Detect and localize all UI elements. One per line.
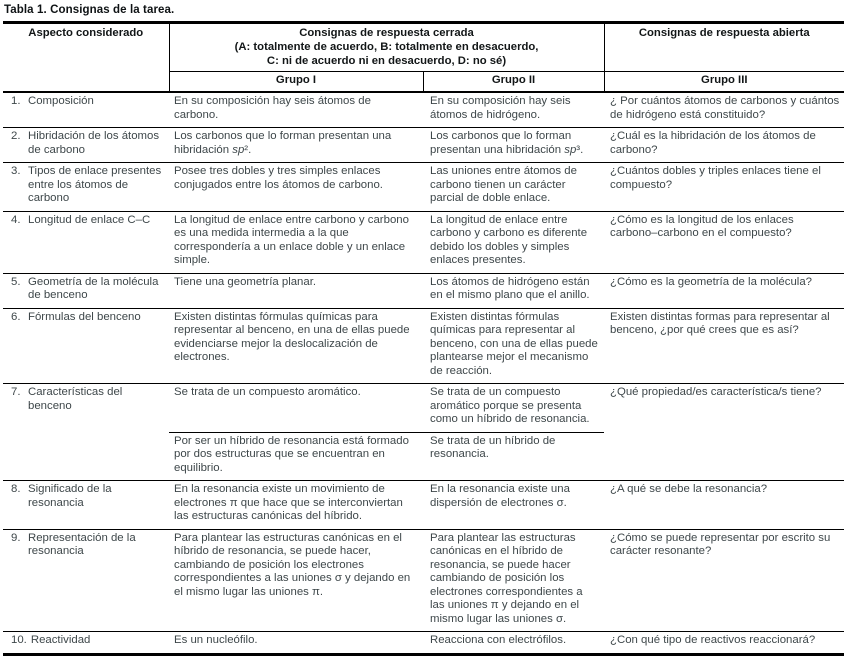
table-row xyxy=(3,163,844,212)
aspecto-label: Tipos de enlace presentes entre los átomos de carbono xyxy=(28,165,162,205)
grupo2-cell: Para plantear las estructuras canónicas en el híbrido de resonancia, se puede hacer cambiando de posición los electrones correspondientes a las uniones π y dejando en el mismo lugar las uniones σ. xyxy=(423,529,604,632)
row-number: 6. xyxy=(11,310,21,323)
grupo2-cell: Los carbonos que lo forman presentan una hibridación sp³. xyxy=(423,128,604,163)
row-number: 4. xyxy=(11,213,21,226)
row-number: 1. xyxy=(11,95,21,108)
table-row xyxy=(3,128,844,163)
aspecto-cell xyxy=(3,92,169,128)
table-row xyxy=(3,92,844,128)
grupo1-cell: Tiene una geometría planar. xyxy=(169,273,423,308)
header-row-main xyxy=(3,23,844,72)
aspecto-label: Composición xyxy=(28,95,94,108)
header-abierta: Consignas de respuesta abierta xyxy=(604,23,844,72)
grupo1-cell: Para plantear las estructuras canónicas en el híbrido de resonancia, se puede hacer, cambiando de posición los electrones correspondientes a las uniones σ y dejando en el mismo lugar las uniones π. xyxy=(169,529,423,632)
grupo3-cell: ¿Cómo se puede representar por escrito su carácter resonante? xyxy=(604,529,844,632)
aspecto-cell xyxy=(3,632,169,655)
table-row xyxy=(3,308,844,384)
grupo3-cell: ¿Cuál es la hibridación de los átomos de carbono? xyxy=(604,128,844,163)
aspecto-label: Longitud de enlace C–C xyxy=(28,213,151,226)
grupo3-cell: Existen distintas formas para representar al benceno, ¿por qué crees que es así? xyxy=(604,308,844,384)
header-cerrada-scale-line1: (A: totalmente de acuerdo, B: totalmente en desacuerdo, xyxy=(234,40,539,53)
grupo2-cell: Se trata de un compuesto aromático porque se presenta como un híbrido de resonancia. xyxy=(423,384,604,433)
grupo1-cell: La longitud de enlace entre carbono y carbono es una medida intermedia a la que correspondería a un enlace doble y un enlace simple. xyxy=(169,211,423,273)
header-cerrada-title: Consignas de respuesta cerrada xyxy=(299,27,474,39)
table-row xyxy=(3,384,844,433)
table-row xyxy=(3,211,844,273)
grupo2-cell: Reacciona con electrófilos. xyxy=(423,632,604,655)
grupo2-cell: La longitud de enlace entre carbono y carbono es diferente debido los dobles y simples enlaces presentes. xyxy=(423,211,604,273)
header-cerrada-scale-line2: C: ni de acuerdo ni en desacuerdo, D: no sé) xyxy=(266,54,507,67)
grupo2-cell: En la resonancia existe una dispersión de electrones σ. xyxy=(423,481,604,530)
grupo3-cell: ¿Con qué tipo de reactivos reaccionará? xyxy=(604,632,844,655)
row-number: 7. xyxy=(11,386,21,399)
row-number: 9. xyxy=(11,531,21,544)
header-grupo-1: Grupo I xyxy=(169,72,423,92)
table-row xyxy=(3,632,844,655)
row-number: 10. xyxy=(11,634,27,647)
grupo1-cell: Posee tres dobles y tres simples enlaces conjugados entre los átomos de carbono. xyxy=(169,163,423,212)
grupo2-cell: Los átomos de hidrógeno están en el mismo plano que el anillo. xyxy=(423,273,604,308)
aspecto-label: Reactividad xyxy=(30,634,91,647)
grupo1-cell: Es un nucleófilo. xyxy=(169,632,423,655)
grupo2-subcell: Se trata de un híbrido de resonancia. xyxy=(423,432,604,481)
row-number: 5. xyxy=(11,275,21,288)
grupo3-cell: ¿A qué se debe la resonancia? xyxy=(604,481,844,530)
grupo1-cell: En la resonancia existe un movimiento de electrones π que hace que se interconviertan las estructuras canónicas del híbrido. xyxy=(169,481,423,530)
consignas-table xyxy=(3,21,844,656)
grupo1-cell: Los carbonos que lo forman presentan una hibridación sp². xyxy=(169,128,423,163)
aspecto-cell xyxy=(3,128,169,163)
header-grupo-3: Grupo III xyxy=(604,72,844,92)
row-number: 2. xyxy=(11,130,21,143)
header-cerrada xyxy=(169,23,604,72)
aspecto-cell xyxy=(3,273,169,308)
grupo1-cell: En su composición hay seis átomos de carbono. xyxy=(169,92,423,128)
table-body xyxy=(3,92,844,654)
aspecto-label: Características del benceno xyxy=(28,386,123,412)
row-number: 8. xyxy=(11,483,21,496)
table-row xyxy=(3,273,844,308)
table-row xyxy=(3,481,844,530)
aspecto-cell xyxy=(3,308,169,384)
aspecto-label: Geometría de la molécula de benceno xyxy=(28,275,159,302)
aspecto-label: Hibridación de los átomos de carbono xyxy=(28,130,160,156)
table-row xyxy=(3,529,844,632)
header-aspecto: Aspecto considerado xyxy=(3,23,169,93)
aspecto-cell xyxy=(3,529,169,632)
grupo1-cell: Se trata de un compuesto aromático. xyxy=(169,384,423,433)
aspecto-label: Fórmulas del benceno xyxy=(28,310,141,323)
aspecto-label: Significado de la resonancia xyxy=(28,483,112,509)
row-number: 3. xyxy=(11,165,21,178)
grupo3-cell: ¿Cómo es la longitud de los enlaces carbono–carbono en el compuesto? xyxy=(604,211,844,273)
aspecto-cell xyxy=(3,384,169,481)
grupo1-cell: Existen distintas fórmulas químicas para representar al benceno, en una de ellas puede evidenciarse mejor la deslocalización de electrones. xyxy=(169,308,423,384)
table-header xyxy=(3,23,844,93)
grupo3-cell: ¿Cómo es la geometría de la molécula? xyxy=(604,273,844,308)
grupo2-cell: En su composición hay seis átomos de hidrógeno. xyxy=(423,92,604,128)
header-grupo-2: Grupo II xyxy=(423,72,604,92)
grupo3-cell: ¿Cuántos dobles y triples enlaces tiene el compuesto? xyxy=(604,163,844,212)
grupo1-subcell: Por ser un híbrido de resonancia está formado por dos estructuras que se encuentran en equilibrio. xyxy=(169,432,423,481)
aspecto-cell xyxy=(3,163,169,212)
aspecto-label: Representación de la resonancia xyxy=(28,531,136,558)
aspecto-cell xyxy=(3,211,169,273)
grupo3-cell: ¿ Por cuántos átomos de carbonos y cuántos de hidrógeno está constituido? xyxy=(604,92,844,128)
grupo3-cell: ¿Qué propiedad/es característica/s tiene? xyxy=(604,384,844,481)
aspecto-cell xyxy=(3,481,169,530)
table-title: Tabla 1. Consignas de la tarea. xyxy=(4,4,175,16)
grupo2-cell: Existen distintas fórmulas químicas para representar al benceno, con una de ellas puede plantearse mejor el mecanismo de reacción. xyxy=(423,308,604,384)
grupo2-cell: Las uniones entre átomos de carbono tienen un carácter parcial de doble enlace. xyxy=(423,163,604,212)
